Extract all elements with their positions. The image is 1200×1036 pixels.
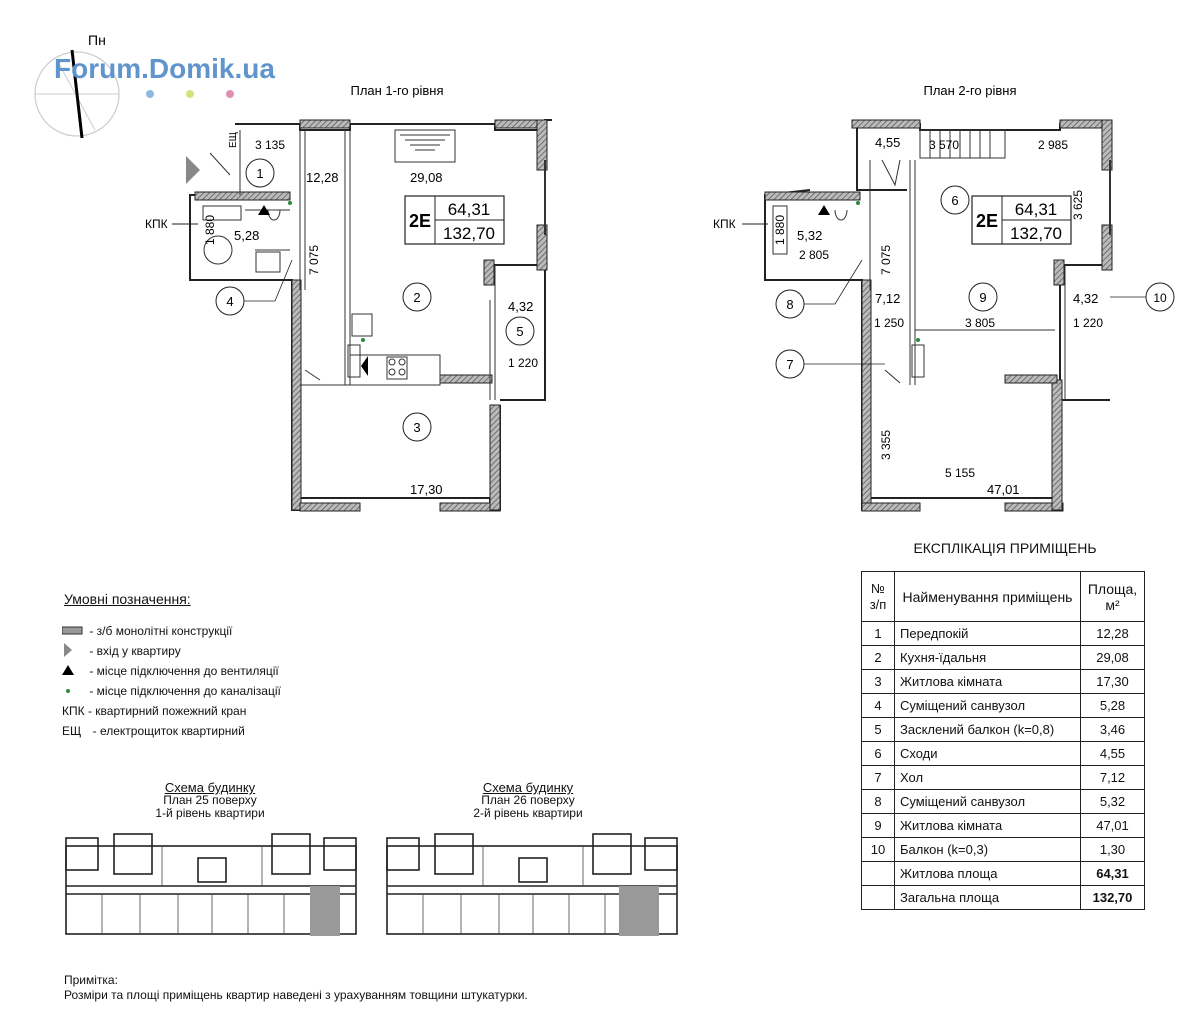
unit-living-area: 64,31 xyxy=(1014,200,1058,219)
explication-title: ЕКСПЛІКАЦІЯ ПРИМІЩЕНЬ xyxy=(913,540,1097,556)
unit-code: 2E xyxy=(408,211,432,231)
room-number: 10 xyxy=(1153,291,1167,305)
room-area: 4,55 xyxy=(875,135,901,150)
unit-total-area: 132,70 xyxy=(1010,224,1062,243)
note-label: Примітка: xyxy=(64,973,118,987)
legend-title: Умовні позначення: xyxy=(64,591,191,607)
legend-item: - вхід у квартиру xyxy=(62,643,181,659)
explication-table xyxy=(861,571,1145,910)
ventilation-icon xyxy=(62,665,74,675)
room-area: 5,32 xyxy=(797,228,823,243)
table-total-row: Загальна площа 132,70 xyxy=(862,886,1145,910)
note-text: Розміри та площі приміщень квартир наведені з урахуванням товщини штукатурки. xyxy=(64,988,528,1002)
table-row: 6 Сходи 4,55 xyxy=(862,742,1145,766)
kpk-label: КПК xyxy=(713,217,736,231)
legend-item: - місце підключення до каналізації xyxy=(62,683,281,699)
building-scheme-floor-25 xyxy=(62,828,362,943)
room-area: 4,32 xyxy=(1073,291,1099,306)
room-number: 4 xyxy=(226,294,234,309)
dim-label: 2 985 xyxy=(1038,138,1069,152)
room-area: 47,01 xyxy=(987,482,1020,497)
scheme-caption: Схема будинку План 25 поверху 1-й рівень квартири xyxy=(155,780,265,820)
legend-item: ЕЩ - електрощиток квартирний xyxy=(62,724,245,738)
watermark-text: Forum.Domik.ua xyxy=(54,53,275,84)
room-area: 7,12 xyxy=(875,291,901,306)
table-row: 4 Суміщений санвузол 5,28 xyxy=(862,694,1145,718)
col-area-header: Площа, м² xyxy=(1081,572,1145,622)
dim-label: 1 220 xyxy=(508,356,539,370)
sewer-connection-icon xyxy=(916,338,920,342)
sewer-connection-icon xyxy=(66,689,70,693)
entry-icon xyxy=(64,643,72,657)
table-row: 2 Кухня-їдальня 29,08 xyxy=(862,646,1145,670)
apartment-highlight xyxy=(619,886,659,936)
unit-total-area: 132,70 xyxy=(443,224,495,243)
dim-label: 1 880 xyxy=(773,214,787,245)
table-row: 1 Передпокій 12,28 xyxy=(862,622,1145,646)
north-label: Пн xyxy=(88,32,106,48)
scheme-caption: Схема будинку План 26 поверху 2-й рівень квартири xyxy=(473,780,583,820)
table-row: 7 Хол 7,12 xyxy=(862,766,1145,790)
table-row: 3 Житлова кімната 17,30 xyxy=(862,670,1145,694)
eshch-label: ЕЩ xyxy=(228,131,239,148)
legend-item: - місце підключення до вентиляції xyxy=(62,663,279,679)
col-num-header: № з/п xyxy=(862,572,895,622)
table-total-row: Житлова площа 64,31 xyxy=(862,862,1145,886)
dim-label: 1 220 xyxy=(1073,316,1104,330)
building-scheme-floor-26 xyxy=(383,828,683,943)
plan2-title: План 2-го рівня xyxy=(923,83,1017,98)
room-number: 8 xyxy=(786,297,794,312)
dim-label: 5 155 xyxy=(945,466,976,480)
legend-item: - з/б монолітні конструкції xyxy=(62,623,232,639)
unit-living-area: 64,31 xyxy=(447,200,491,219)
room-area: 4,32 xyxy=(508,299,534,314)
dim-label: 1 250 xyxy=(874,316,905,330)
room-number: 3 xyxy=(413,420,421,435)
table-row: 8 Суміщений санвузол 5,32 xyxy=(862,790,1145,814)
dim-label: 7 075 xyxy=(307,244,321,275)
sewer-connection-icon xyxy=(856,201,860,205)
col-name-header: Найменування приміщень xyxy=(895,572,1081,622)
apartment-highlight xyxy=(310,886,340,936)
room-area: 5,28 xyxy=(234,228,260,243)
dim-label: 2 805 xyxy=(799,248,830,262)
room-number: 5 xyxy=(516,324,524,339)
room-number: 7 xyxy=(786,357,794,372)
room-number: 6 xyxy=(951,193,959,208)
room-area: 29,08 xyxy=(410,170,443,185)
room-area: 17,30 xyxy=(410,482,443,497)
room-area: 12,28 xyxy=(306,170,339,185)
dim-label: 3 805 xyxy=(965,316,996,330)
table-row: 10 Балкон (k=0,3) 1,30 xyxy=(862,838,1145,862)
unit-code: 2E xyxy=(975,211,999,231)
dim-label: 3 135 xyxy=(255,138,286,152)
room-number: 9 xyxy=(979,290,987,305)
plan1-title: План 1-го рівня xyxy=(350,83,444,98)
table-row: 9 Житлова кімната 47,01 xyxy=(862,814,1145,838)
dim-label: 3 625 xyxy=(1071,189,1085,220)
room-number: 2 xyxy=(413,290,421,305)
room-number: 1 xyxy=(256,166,264,181)
ventilation-icon xyxy=(818,205,830,215)
table-row: 5 Засклений балкон (k=0,8) 3,46 xyxy=(862,718,1145,742)
legend-item: КПК - квартирний пожежний кран xyxy=(62,704,247,718)
dim-label: 3 355 xyxy=(879,429,893,460)
dim-label: 7 075 xyxy=(879,244,893,275)
kpk-label: КПК xyxy=(145,217,168,231)
dim-label: 1 880 xyxy=(203,214,217,245)
dim-label: 3 570 xyxy=(929,138,960,152)
table-header-row xyxy=(862,572,1145,622)
